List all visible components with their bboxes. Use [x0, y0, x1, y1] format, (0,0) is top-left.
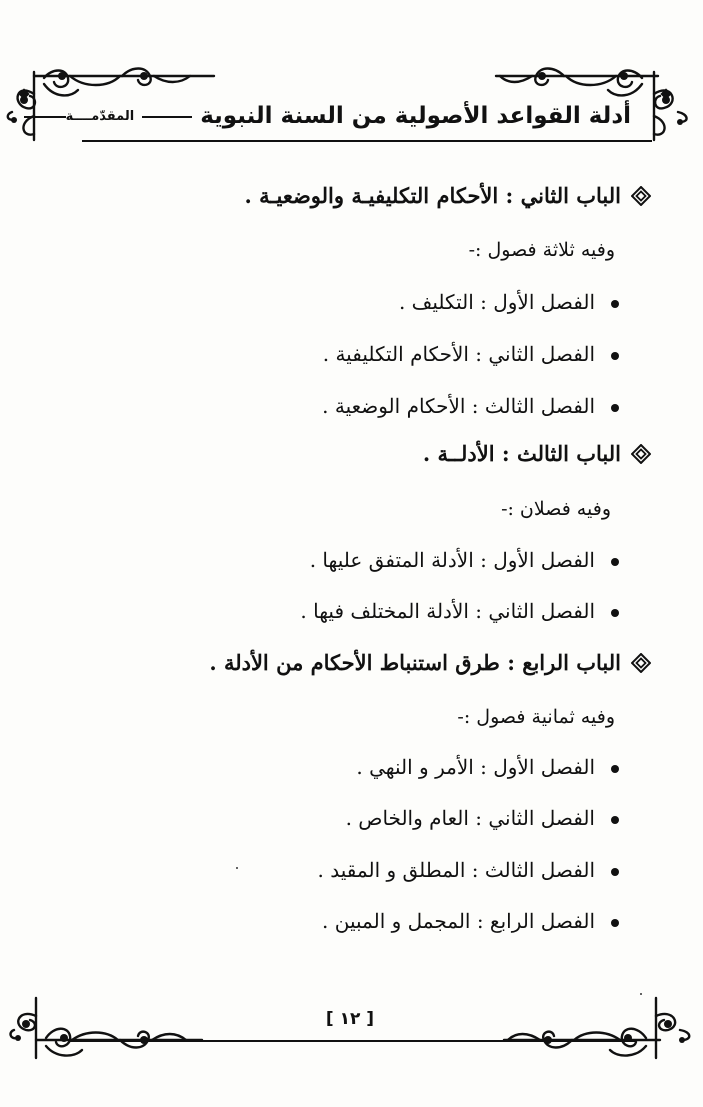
- bullet-dot-icon: [611, 919, 619, 927]
- bab-heading: [209, 648, 651, 678]
- list-item-text: الفصل الثاني : العام والخاص .: [345, 806, 595, 830]
- chapter-intro: [501, 494, 611, 524]
- footer-right-ornament-icon: [500, 996, 700, 1062]
- chapter-intro: [469, 235, 615, 265]
- bullet-dot-icon: [611, 765, 619, 773]
- diamond-in-diamond-icon: [631, 186, 651, 206]
- diamond-in-diamond-icon: [631, 444, 651, 464]
- list-item-text: الفصل الثالث : المطلق و المقيد .: [317, 858, 595, 882]
- bullet-dot-icon: [611, 558, 619, 566]
- header-separator: [142, 116, 192, 118]
- diamond-in-diamond-icon: [631, 653, 651, 673]
- bab-heading-text: الباب الثاني : الأحكام التكليفيـة والوضعيـة .: [244, 183, 621, 208]
- list-item: [300, 596, 619, 626]
- bab-heading-text: الباب الثالث : الأدلــة .: [422, 441, 621, 466]
- chapter-intro-text: وفيه فصلان :-: [501, 498, 611, 520]
- scan-speck: [640, 993, 642, 995]
- bullet-dot-icon: [611, 609, 619, 617]
- bullet-dot-icon: [611, 300, 619, 308]
- bab-heading: [244, 181, 651, 211]
- list-item: [399, 287, 619, 317]
- header-rule: [82, 140, 652, 142]
- bab-heading: [423, 439, 651, 469]
- list-item-text: الفصل الأول : الأدلة المتفق عليها .: [309, 548, 595, 572]
- list-item-text: الفصل الثاني : الأدلة المختلف فيها .: [300, 599, 595, 623]
- bullet-dot-icon: [611, 404, 619, 412]
- list-item: [310, 545, 619, 575]
- chapter-intro-text: وفيه ثمانية فصول :-: [457, 706, 615, 728]
- chapter-intro: [457, 702, 615, 732]
- list-item-text: الفصل الرابع : المجمل و المبين .: [322, 909, 595, 933]
- list-item: [322, 906, 619, 936]
- page-number: [ ١٢ ]: [325, 1009, 375, 1029]
- list-item: [322, 391, 619, 421]
- bullet-dot-icon: [611, 868, 619, 876]
- scan-speck: [236, 867, 238, 869]
- section-underline: [24, 116, 66, 118]
- list-item: [318, 855, 619, 885]
- list-item: [356, 752, 619, 782]
- bullet-dot-icon: [611, 816, 619, 824]
- list-item-text: الفصل الثاني : الأحكام التكليفية .: [322, 342, 595, 366]
- list-item-text: الفصل الثالث : الأحكام الوضعية .: [322, 394, 595, 418]
- bullet-dot-icon: [611, 352, 619, 360]
- section-name: المقدّمــــة: [65, 108, 135, 124]
- book-title: أدلة القواعد الأصولية من السنة النبوية: [200, 103, 631, 129]
- list-item: [346, 803, 619, 833]
- bab-heading-text: الباب الرابع : طرق استنباط الأحكام من الأدلة .: [209, 650, 621, 675]
- list-item: [323, 339, 619, 369]
- chapter-intro-text: وفيه ثلاثة فصول :-: [468, 239, 615, 261]
- list-item-text: الفصل الأول : الأمر و النهي .: [356, 755, 595, 779]
- footer-left-ornament-icon: [6, 996, 206, 1062]
- list-item-text: الفصل الأول : التكليف .: [398, 290, 595, 314]
- running-header: [24, 101, 631, 132]
